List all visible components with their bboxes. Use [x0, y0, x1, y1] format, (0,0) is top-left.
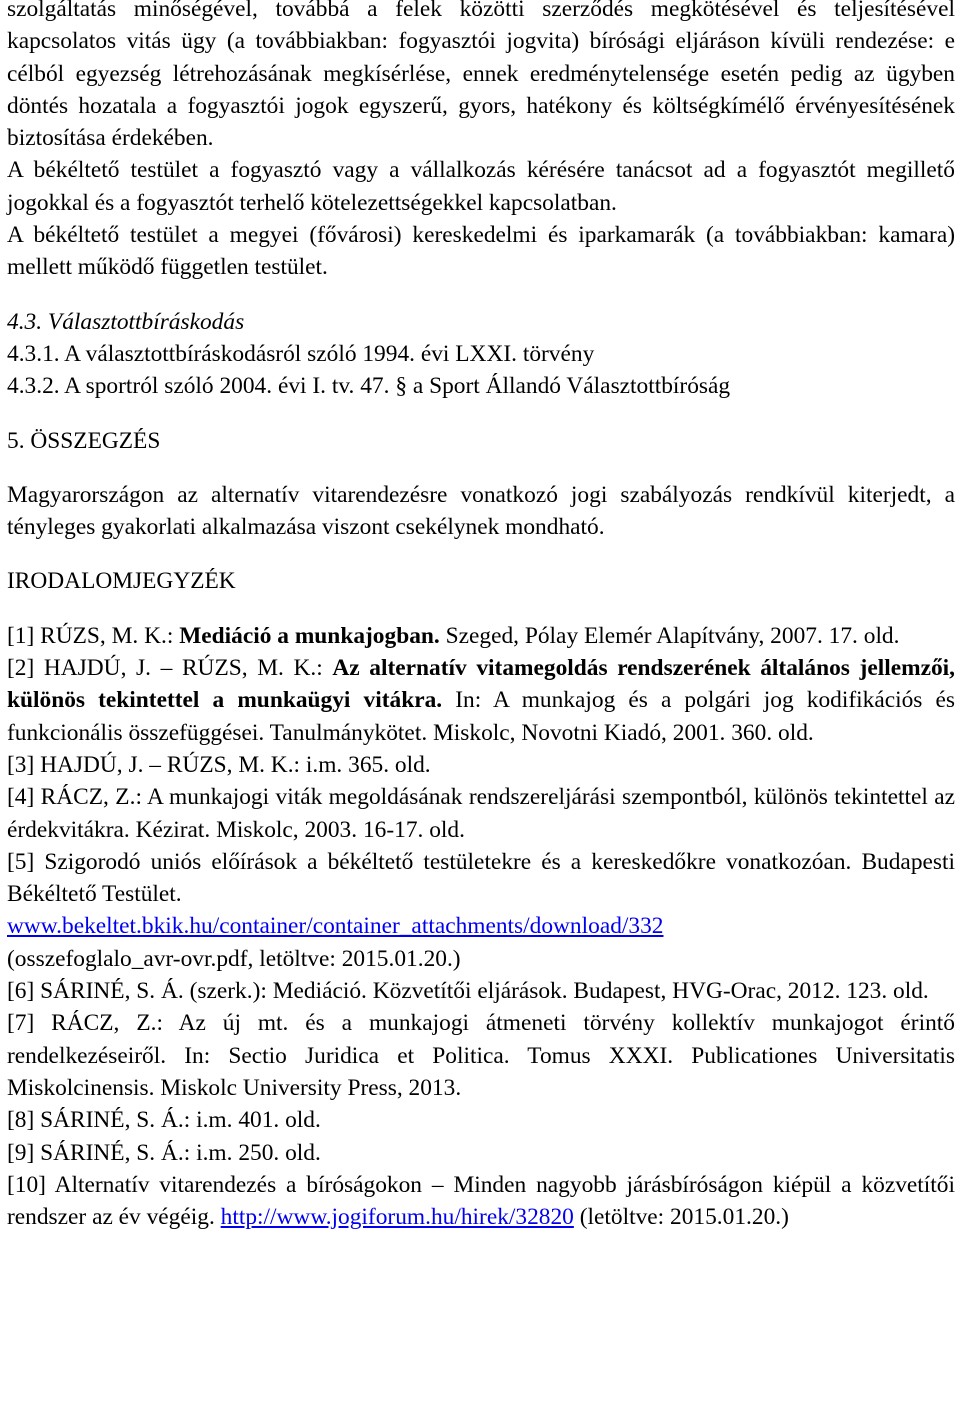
- reference-1-authors: [1] RÚZS, M. K.:: [7, 622, 180, 649]
- arbitration-item-2: [7, 370, 955, 402]
- bibliography-list: [7, 620, 955, 1234]
- arbitration-item-2-suffix: a Sport Állandó Választottbíróság: [407, 373, 731, 400]
- reference-5-link[interactable]: www.bekeltet.bkik.hu/container/container_attachments/download/332: [7, 913, 664, 940]
- reference-1-title: Mediáció a munkajogban.: [179, 622, 440, 649]
- reference-8: [8] SÁRINÉ, S. Á.: i.m. 401. old.: [7, 1107, 321, 1134]
- reference-1-details: Szeged, Pólay Elemér Alapítvány, 2007. 17. old.: [439, 622, 900, 649]
- reference-2-authors: [2] HAJDÚ, J. – RÚZS, M. K.:: [7, 655, 333, 682]
- document-page: [7, 0, 955, 1233]
- reference-6: [6] SÁRINÉ, S. Á. (szerk.): Mediáció. Közvetítői eljárások. Budapest, HVG-Orac, 2012. 123. old.: [7, 978, 929, 1005]
- reference-10-text: [10] Alternatív vitarendezés a bíróságokon – Minden nagyobb járásbíróságon kiépül a közvetítői rendszer az év végéig.: [7, 1171, 955, 1231]
- section-symbol-icon: §: [395, 373, 408, 400]
- reference-2-details: In: A munkajog és a polgári jog kodifikációs és funkcionális összefüggései. Tanulmánykötet. Miskolc, Novotni Kiadó, 2001. 360. old.: [7, 687, 955, 746]
- bibliography-heading: IRODALOMJEGYZÉK: [7, 568, 236, 595]
- reference-10-details: (letöltve: 2015.01.20.): [573, 1204, 789, 1231]
- arbitration-item-1: 4.3.1. A választottbíráskodásról szóló 1994. évi LXXI. törvény: [7, 340, 595, 367]
- summary-body: Magyarországon az alternatív vitarendezésre vonatkozó jogi szabályozás rendkívül kiterjedt, a tényleges gyakorlati alkalmazása viszont csekélynek mondható.: [7, 481, 955, 541]
- section-arbitration: [7, 306, 955, 403]
- reference-2: [7, 652, 955, 749]
- paragraph-consumer-dispute: szolgáltatás minőségével, továbbá a felek közötti szerződés megkötésével és teljesítésével kapcsolatos vitás ügy (a továbbiakban: fogyasztói jogvita) bírósági eljáráson kívüli rendezése: e célból egyezség létrehozásának megkísérlése, ennek eredménytelensége esetén pedig az ügyben döntés hozatala a fogyasztói jogok egyszerű, gyors, hatékony és költségkímélő érvényesítésének biztosítása érdekében.: [7, 0, 955, 152]
- reference-2-title: Az alternatív vitamegoldás rendszerének általános jellemzői, különös tekintettel a munkaügyi vitákra.: [7, 655, 955, 714]
- section-heading-arbitration: 4.3. Választottbíráskodás: [7, 308, 245, 335]
- reference-4: [4] RÁCZ, Z.: A munkajogi viták megoldásának rendszereljárási szempontból, különös tekintettel az érdekvitákra. Kézirat. Miskolc, 2003. 16-17. old.: [7, 784, 955, 843]
- reference-10: [7, 1169, 955, 1234]
- reference-1: [7, 620, 955, 652]
- reference-5-details: (osszefoglalo_avr-ovr.pdf, letöltve: 2015.01.20.): [7, 945, 461, 972]
- paragraph-advice: A békéltető testület a fogyasztó vagy a vállalkozás kérésére tanácsot ad a fogyasztót megillető jogokkal és a fogyasztót terhelő kötelezettségekkel kapcsolatban.: [7, 157, 955, 216]
- reference-9: [9] SÁRINÉ, S. Á.: i.m. 250. old.: [7, 1139, 321, 1166]
- reference-5-text: [5] Szigorodó uniós előírások a békéltető testületekre és a kereskedőkre vonatkozóan. Budapesti Békéltető Testület.: [7, 848, 955, 908]
- reference-10-link[interactable]: http://www.jogiforum.hu/hirek/32820: [220, 1204, 574, 1231]
- reference-5: [7, 846, 955, 975]
- section-heading-summary: 5. ÖSSZEGZÉS: [7, 427, 161, 454]
- reference-7: [7] RÁCZ, Z.: Az új mt. és a munkajogi átmeneti törvény kollektív munkajogot érintő rendelkezéseiről. In: Sectio Juridica et Politica. Tomus XXXI. Publicationes Universitatis Miskolcinensis. Miskolc University Press, 2013.: [7, 1010, 955, 1101]
- reference-3: [3] HAJDÚ, J. – RÚZS, M. K.: i.m. 365. old.: [7, 751, 431, 778]
- paragraph-chamber: A békéltető testület a megyei (fővárosi) kereskedelmi és iparkamarák (a továbbiakban: kamara) mellett működő független testület.: [7, 222, 955, 281]
- arbitration-item-2-prefix: 4.3.2. A sportról szóló 2004. évi I. tv. 47.: [7, 373, 396, 400]
